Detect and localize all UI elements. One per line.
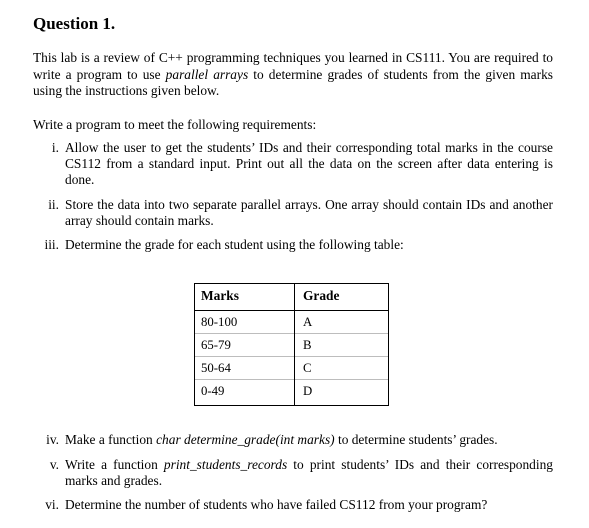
requirement-item bbox=[33, 432, 553, 450]
requirement-item bbox=[33, 237, 553, 255]
intro-text-part2: to determine grades of students from the given marks using the instructions given below. bbox=[33, 66, 553, 98]
table-row-divider bbox=[195, 333, 388, 334]
requirement-text-pre: Write a function bbox=[65, 457, 164, 472]
grade-table bbox=[194, 283, 389, 406]
intro-paragraph bbox=[33, 50, 553, 100]
requirement-item bbox=[33, 457, 553, 491]
requirement-text bbox=[65, 457, 553, 489]
table-cell-marks: 80-100 bbox=[201, 315, 238, 329]
requirement-text: Allow the user to get the students’ IDs and their corresponding total marks in the course CS112 from a standard input. Print out all the data on the screen after data entering is done. bbox=[65, 140, 553, 187]
table-header-grade: Grade bbox=[303, 288, 340, 303]
table-cell-marks: 65-79 bbox=[201, 338, 231, 352]
requirement-item bbox=[33, 140, 553, 190]
requirements-lead: Write a program to meet the following requirements: bbox=[33, 117, 317, 132]
intro-text-part1: This lab is a review of C++ programming techniques you learned in CS111. You are required to write a program to use bbox=[33, 50, 553, 82]
intro-emphasis: parallel arrays bbox=[165, 66, 249, 82]
table-row-divider bbox=[195, 379, 388, 380]
requirement-text-post: to determine students’ grades. bbox=[334, 432, 498, 447]
requirement-item bbox=[33, 197, 553, 231]
requirement-text bbox=[65, 432, 553, 448]
table-cell-marks: 0-49 bbox=[201, 384, 225, 398]
requirement-number: vi. bbox=[45, 497, 59, 512]
question-title: Question 1. bbox=[33, 14, 116, 33]
table-column-divider bbox=[294, 284, 295, 405]
requirement-number: v. bbox=[49, 457, 59, 472]
table-row-divider bbox=[195, 356, 388, 357]
table-cell-grade: B bbox=[303, 338, 312, 352]
function-name: print_students_records bbox=[163, 457, 288, 472]
requirement-number: iv. bbox=[46, 432, 59, 447]
table-cell-grade: A bbox=[303, 315, 313, 329]
table-cell-grade: D bbox=[303, 384, 313, 398]
requirement-text: Determine the number of students who have failed CS112 from your program? bbox=[65, 497, 488, 512]
requirement-number: ii. bbox=[48, 197, 59, 212]
requirement-text-pre: Make a function bbox=[65, 432, 157, 447]
table-header-divider bbox=[195, 310, 388, 311]
function-signature: char determine_grade(int marks) bbox=[156, 432, 335, 447]
requirement-text: Store the data into two separate parallel arrays. One array should contain IDs and another array should contain marks. bbox=[65, 197, 553, 228]
table-header-marks: Marks bbox=[201, 288, 239, 303]
requirement-number: iii. bbox=[44, 237, 59, 252]
table-cell-grade: C bbox=[303, 361, 312, 375]
requirement-item bbox=[33, 497, 553, 515]
requirement-text: Determine the grade for each student using the following table: bbox=[65, 237, 404, 252]
requirement-text-post: to print students’ IDs and their corresponding marks and grades. bbox=[65, 457, 553, 488]
requirement-number: i. bbox=[51, 140, 59, 155]
table-cell-marks: 50-64 bbox=[201, 361, 231, 375]
